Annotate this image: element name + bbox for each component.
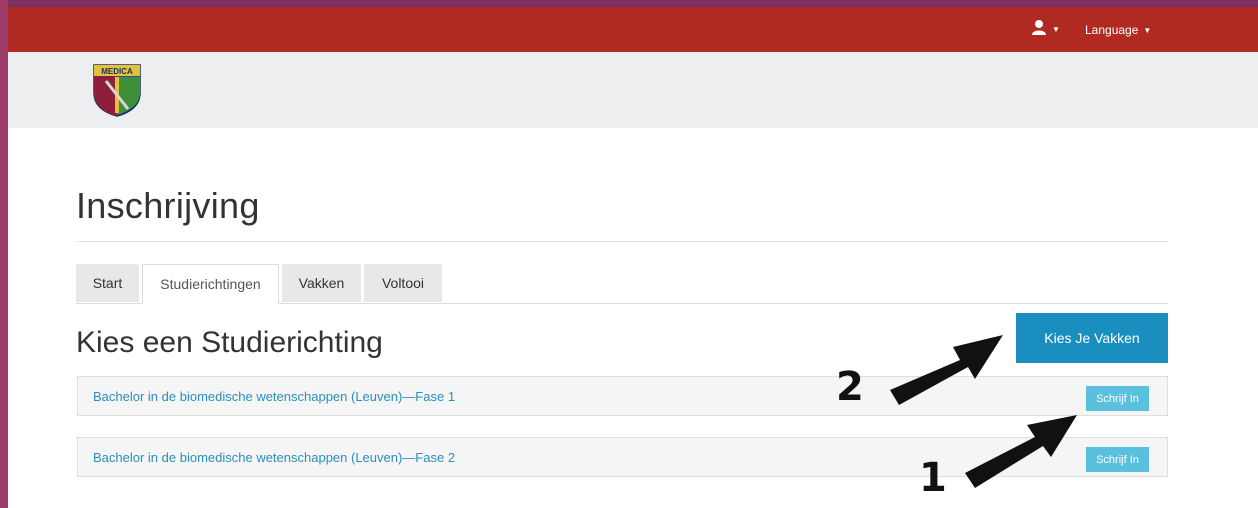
user-menu[interactable] [1031,19,1060,40]
svg-text:MEDICA: MEDICA [101,67,133,76]
brand-bar [8,52,1258,128]
annotation-number-1: 1 [919,455,947,501]
top-frame-strip [0,0,1258,7]
tab-studierichtingen[interactable]: Studierichtingen [142,264,279,304]
user-icon [1031,19,1047,40]
title-divider [76,241,1168,242]
chevron-down-icon: ▼ [1052,25,1060,34]
arrow-icon [955,395,1085,500]
tab-vakken[interactable]: Vakken [282,264,361,302]
enroll-button[interactable]: Schrijf In [1086,447,1149,472]
tab-voltooi[interactable]: Voltooi [364,264,442,302]
annotation-number-2: 2 [836,364,864,410]
enroll-button[interactable]: Schrijf In [1086,386,1149,411]
wizard-tabs [76,264,1168,304]
left-frame-strip [0,0,8,508]
language-label: Language [1085,23,1139,37]
program-link[interactable]: Bachelor in de biomedische wetenschappen (Leuven)—Fase 1 [93,389,456,404]
language-menu[interactable] [1085,23,1151,37]
section-title: Kies een Studierichting [76,326,383,359]
medica-logo[interactable] [92,63,142,122]
page-title: Inschrijving [76,185,260,226]
chevron-down-icon: ▼ [1143,25,1152,35]
tab-start[interactable]: Start [76,264,139,302]
program-link[interactable]: Bachelor in de biomedische wetenschappen (Leuven)—Fase 2 [93,450,456,465]
choose-courses-button[interactable]: Kies Je Vakken [1016,313,1168,363]
top-navbar [8,7,1258,52]
